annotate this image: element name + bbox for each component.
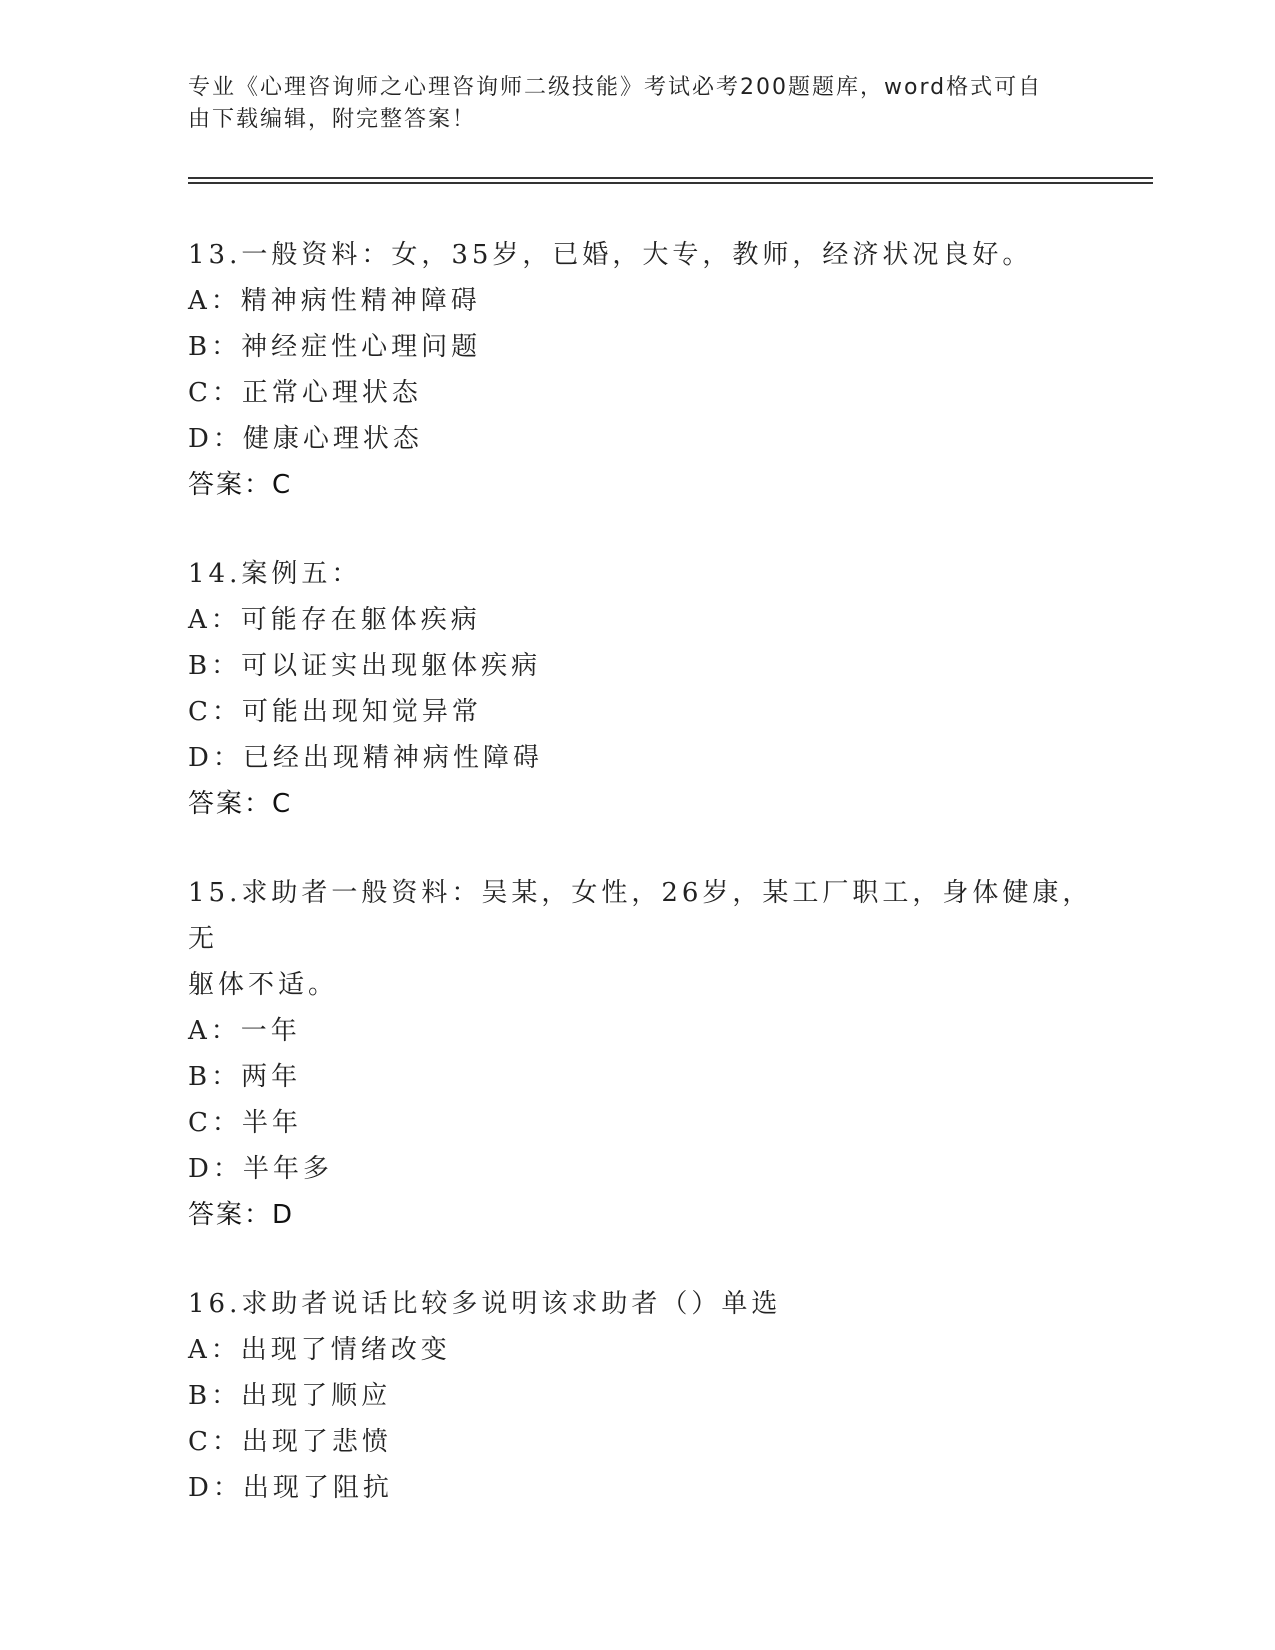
option-b: B：神经症性心理问题: [188, 332, 482, 362]
option-b: B：可以证实出现躯体疾病: [188, 651, 542, 681]
question-list: [188, 232, 1118, 1554]
option-a: A：一年: [188, 1016, 301, 1046]
question-stem: 15.求助者一般资料：吴某，女性，26岁，某工厂职工，身体健康，无: [188, 878, 1093, 954]
option-d: D：已经出现精神病性障碍: [188, 743, 543, 773]
option-b: B：出现了顺应: [188, 1381, 392, 1411]
option-a: A：可能存在躯体疾病: [188, 605, 481, 635]
option-d: D：健康心理状态: [188, 424, 423, 454]
question-stem: 13.一般资料：女，35岁，已婚，大专，教师，经济状况良好。: [188, 240, 1033, 270]
question-14: [188, 551, 1118, 827]
header-line-2: 由下载编辑，附完整答案！: [188, 107, 477, 132]
question-stem-continued: 躯体不适。: [188, 970, 339, 1000]
answer-line: 答案：C: [188, 789, 293, 819]
option-a: A：精神病性精神障碍: [188, 286, 481, 316]
answer-line: 答案：C: [188, 470, 293, 500]
answer-line: 答案：D: [188, 1200, 295, 1230]
header-line-1: 专业《心理咨询师之心理咨询师二级技能》考试必考200题题库，word格式可自: [188, 75, 1043, 100]
header-divider-top: [188, 177, 1153, 179]
question-15: [188, 870, 1118, 1238]
option-c: C：出现了悲愤: [188, 1427, 392, 1457]
question-stem: 16.求助者说话比较多说明该求助者（）单选: [188, 1289, 782, 1319]
question-16: [188, 1281, 1118, 1511]
option-c: C：可能出现知觉异常: [188, 697, 482, 727]
option-b: B：两年: [188, 1062, 302, 1092]
option-c: C：半年: [188, 1108, 302, 1138]
question-stem: 14.案例五：: [188, 559, 362, 589]
question-13: [188, 232, 1118, 508]
option-c: C：正常心理状态: [188, 378, 422, 408]
option-a: A：出现了情绪改变: [188, 1335, 451, 1365]
option-d: D：出现了阻抗: [188, 1473, 393, 1503]
document-header: [188, 72, 1068, 136]
header-divider-bottom: [188, 182, 1153, 184]
option-d: D：半年多: [188, 1154, 333, 1184]
